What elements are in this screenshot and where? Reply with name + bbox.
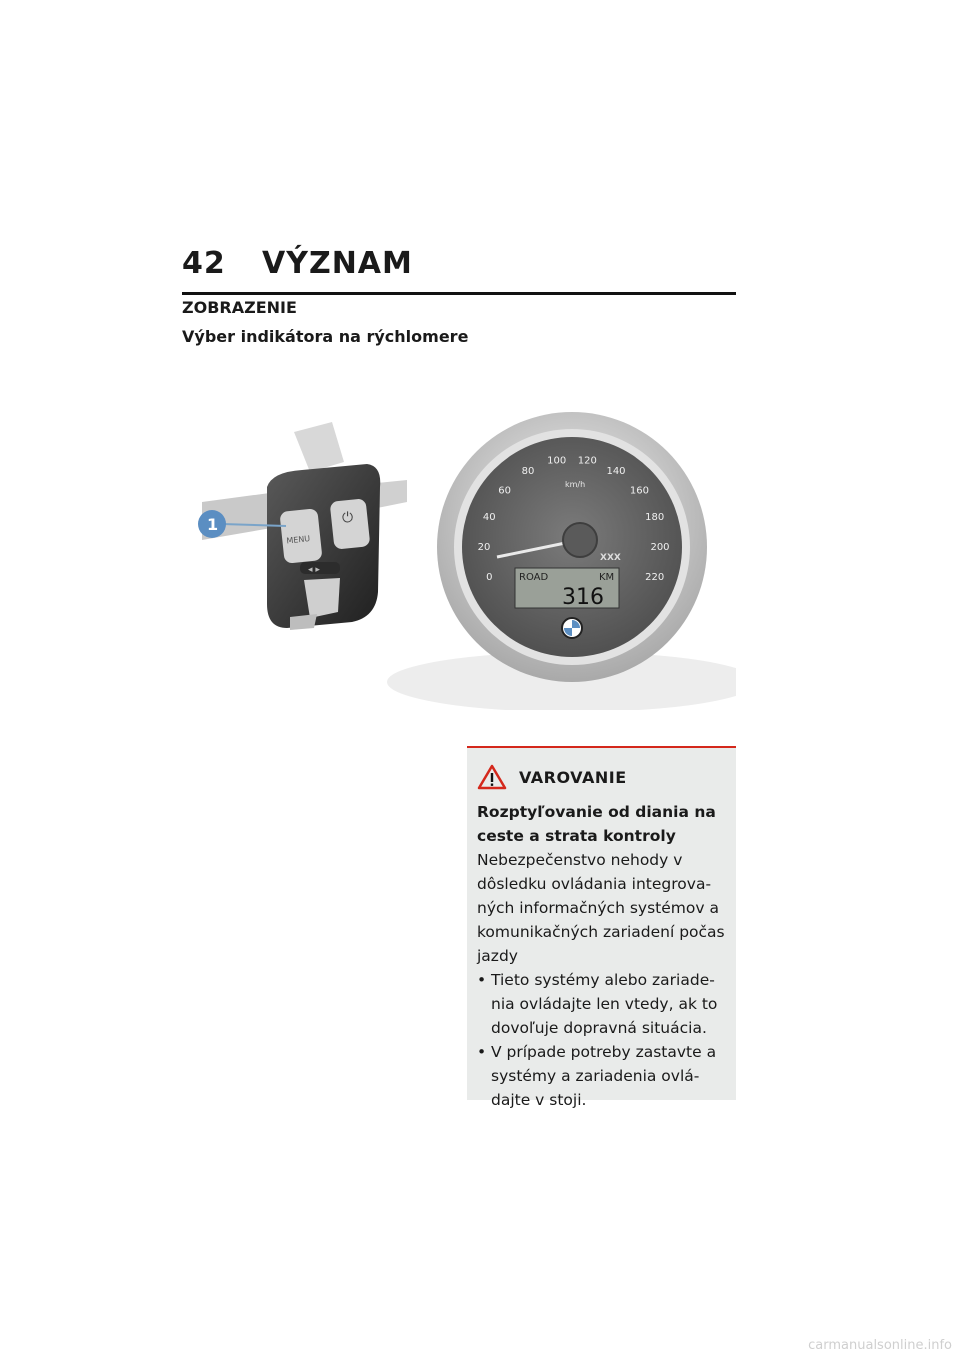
lcd-value: 316 [562,585,604,610]
warning-text: Nebezpečenstvo nehody v dôsledku ovládania integrova-ných informačných systémov a komunikačných zariadení počas jazdy [477,851,725,965]
page-header [182,246,413,281]
speed-tick-label: 40 [482,511,496,523]
power-icon: ⏻ [342,510,354,526]
speed-tick-label: 160 [629,485,649,497]
section-title: ZOBRAZENIE [182,298,297,317]
chapter-title: VÝZNAM [262,246,413,281]
speed-tick-label: 0 [486,572,493,584]
section-subtitle: Výber indikátora na rýchlomere [182,327,469,346]
warning-header [477,764,726,790]
illustration [182,392,736,710]
warning-box [467,746,736,1109]
warning-triangle-icon [477,764,507,790]
callout-label: 1 [207,515,219,534]
list-item: • V prípade potreby zastavte a systémy a zariadenia ovlá-dajte v stoji. [477,1040,726,1112]
arrow-icon: ◂ ▸ [308,565,320,575]
list-item: • Tieto systémy alebo zariade-nia ovládajte len vtedy, ak to dovoľuje dopravná situácia. [477,968,726,1040]
warning-headline: Rozptyľovanie od diania na ceste a strata kontroly [477,803,716,845]
unit-label: km/h [565,480,586,489]
lcd-unit: KM [599,572,615,583]
watermark: carmanualsonline.info [808,1338,952,1353]
warning-body [477,800,726,1112]
speed-tick-label: 220 [645,572,665,584]
lcd-mode: ROAD [519,572,549,583]
speed-tick-label: 20 [477,542,491,553]
speed-tick-label: 60 [498,485,511,497]
speed-tick-label: 180 [645,511,665,523]
speedo-badge: XXX [600,553,621,563]
speedometer [387,412,736,710]
page-number: 42 [182,246,226,281]
speed-tick-label: 80 [521,465,535,477]
speed-tick-label: 100 [547,455,567,467]
speed-tick-label: 120 [577,455,597,467]
handlebar-switch [198,422,407,630]
speed-tick-label: 140 [606,465,626,477]
menu-label: MENU [285,534,311,546]
warning-title: VAROVANIE [519,767,627,787]
warning-list [477,968,726,1112]
header-rule [182,292,736,295]
speed-tick-label: 200 [650,542,670,553]
